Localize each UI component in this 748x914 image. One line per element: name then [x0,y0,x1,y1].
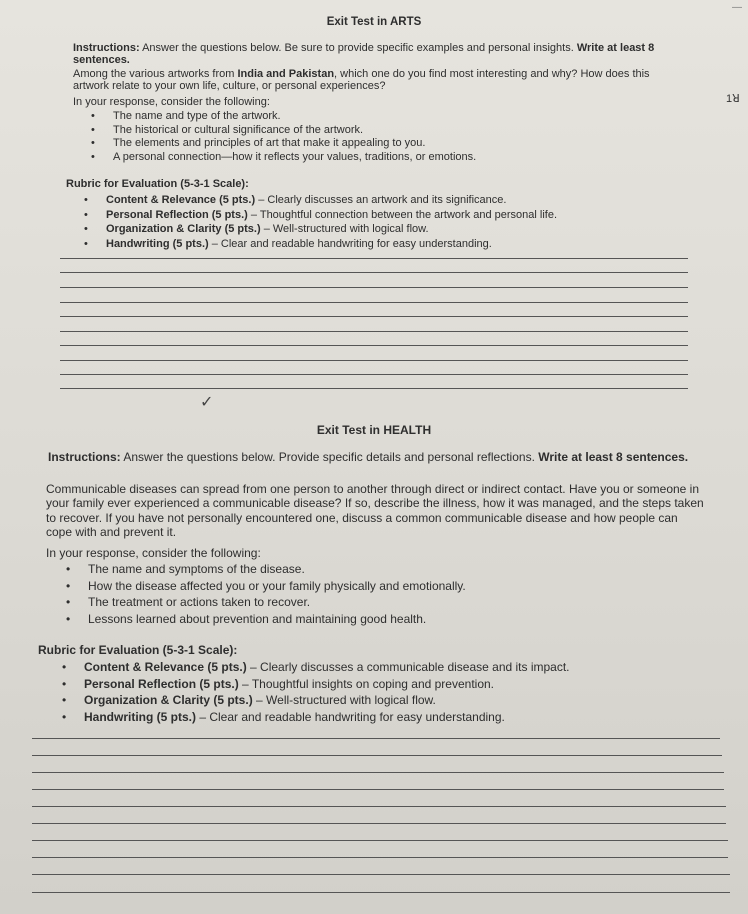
answer-line[interactable] [32,789,724,790]
arts-question-part1: Among the various artworks from [73,68,238,80]
answer-line[interactable] [32,755,722,756]
answer-line[interactable] [60,360,688,361]
rubric-label: Content & Relevance (5 pts.) [106,194,256,206]
rubric-label: Handwriting (5 pts.) [106,237,209,250]
rubric-text: – Clear and readable handwriting for easy understanding. [196,709,505,724]
answer-line[interactable] [32,892,730,893]
rubric-text: – Clear and readable handwriting for easy understanding. [208,237,492,250]
handwritten-score-mark: 1ꓤ [726,93,740,105]
arts-instructions-label: Instructions: [73,42,140,54]
rubric-item [84,692,704,709]
rubric-label: Organization & Clarity (5 pts.) [106,223,261,235]
answer-line[interactable] [60,345,688,346]
list-item: • The treatment or actions taken to recover. [88,594,688,611]
answer-line[interactable] [32,806,726,807]
arts-instructions-bold: Write at least 8 sentences. [73,42,655,66]
health-consider-label: In your response, consider the following: [46,546,261,560]
rubric-item [106,208,666,223]
rubric-text: – Well-structured with logical flow. [260,223,429,235]
answer-line[interactable] [32,823,726,824]
health-rubric-title: Rubric for Evaluation (5-3-1 Scale): [38,643,238,657]
health-consider-list [88,561,688,627]
corner-mark: — [732,2,742,13]
answer-line[interactable] [60,316,688,317]
arts-rubric-title: Rubric for Evaluation (5-3-1 Scale): [66,178,249,190]
handwritten-check-mark: ✓ [200,394,214,411]
rubric-text: – Clearly discusses an artwork and its significance. [255,194,507,206]
rubric-label: Personal Reflection (5 pts.) [106,208,248,221]
rubric-text: – Thoughtful insights on coping and prevention. [238,676,494,691]
arts-consider-list [113,110,633,164]
list-item: • How the disease affected you or your family physically and emotionally. [88,578,688,595]
rubric-item [106,222,666,237]
health-instructions [48,451,698,464]
health-question: Communicable diseases can spread from one person to another through direct or indirect contact. Have you or someone in your family ever experienced a communicable disease? If so, describe the illness, how it was managed, and the steps taken to recover. If you have not personally encountered one, discuss a common communicable disease and how people can cope with and prevent it. [46,482,704,539]
rubric-text: – Well-structured with logical flow. [252,693,436,707]
answer-line[interactable] [60,287,688,288]
rubric-item [106,193,666,208]
list-item: • A personal connection—how it reflects your values, traditions, or emotions. [113,151,633,165]
health-rubric-list [84,659,704,725]
arts-rubric-list [106,193,666,251]
answer-line[interactable] [60,258,688,259]
rubric-item [106,237,666,252]
answer-line[interactable] [32,857,728,858]
answer-line[interactable] [60,272,688,273]
answer-line[interactable] [60,331,688,332]
rubric-label: Personal Reflection (5 pts.) [84,676,239,691]
arts-consider-label: In your response, consider the following: [73,96,270,108]
rubric-item [84,676,704,693]
list-item: • The name and type of the artwork. [113,110,633,124]
list-item: • The elements and principles of art that make it appealing to you. [113,137,633,151]
answer-line[interactable] [60,374,688,375]
answer-line[interactable] [60,302,688,303]
arts-instructions-text: Answer the questions below. Be sure to provide specific examples and personal insights. [139,42,574,54]
rubric-text: – Clearly discusses a communicable disease and its impact. [246,660,570,674]
arts-title: Exit Test in ARTS [326,16,422,28]
arts-question-part2: , which one do you find most interesting and why? How does this artwork relate to your own life, culture, or personal experiences? [73,68,650,92]
health-instructions-bold: Write at least 8 sentences. [534,450,689,464]
answer-line[interactable] [60,388,688,389]
answer-line[interactable] [32,772,724,773]
arts-instructions [73,42,673,66]
arts-question-highlight: India and Pakistan [237,68,335,80]
health-title: Exit Test in HEALTH [316,423,432,437]
rubric-text: – Thoughtful connection between the artwork and personal life. [247,208,558,221]
rubric-item [84,709,704,726]
list-item: • The historical or cultural significance of the artwork. [113,124,633,138]
rubric-item [84,659,704,676]
rubric-label: Content & Relevance (5 pts.) [84,660,247,674]
answer-line[interactable] [32,840,728,841]
arts-question [73,68,673,92]
rubric-label: Handwriting (5 pts.) [84,709,196,724]
health-instructions-text: Answer the questions below. Provide specific details and personal reflections. [120,450,535,464]
list-item: • The name and symptoms of the disease. [88,561,688,578]
answer-line[interactable] [32,874,730,875]
list-item: • Lessons learned about prevention and maintaining good health. [88,611,688,628]
answer-line[interactable] [32,738,720,739]
health-instructions-label: Instructions: [48,450,121,464]
rubric-label: Organization & Clarity (5 pts.) [84,693,253,707]
